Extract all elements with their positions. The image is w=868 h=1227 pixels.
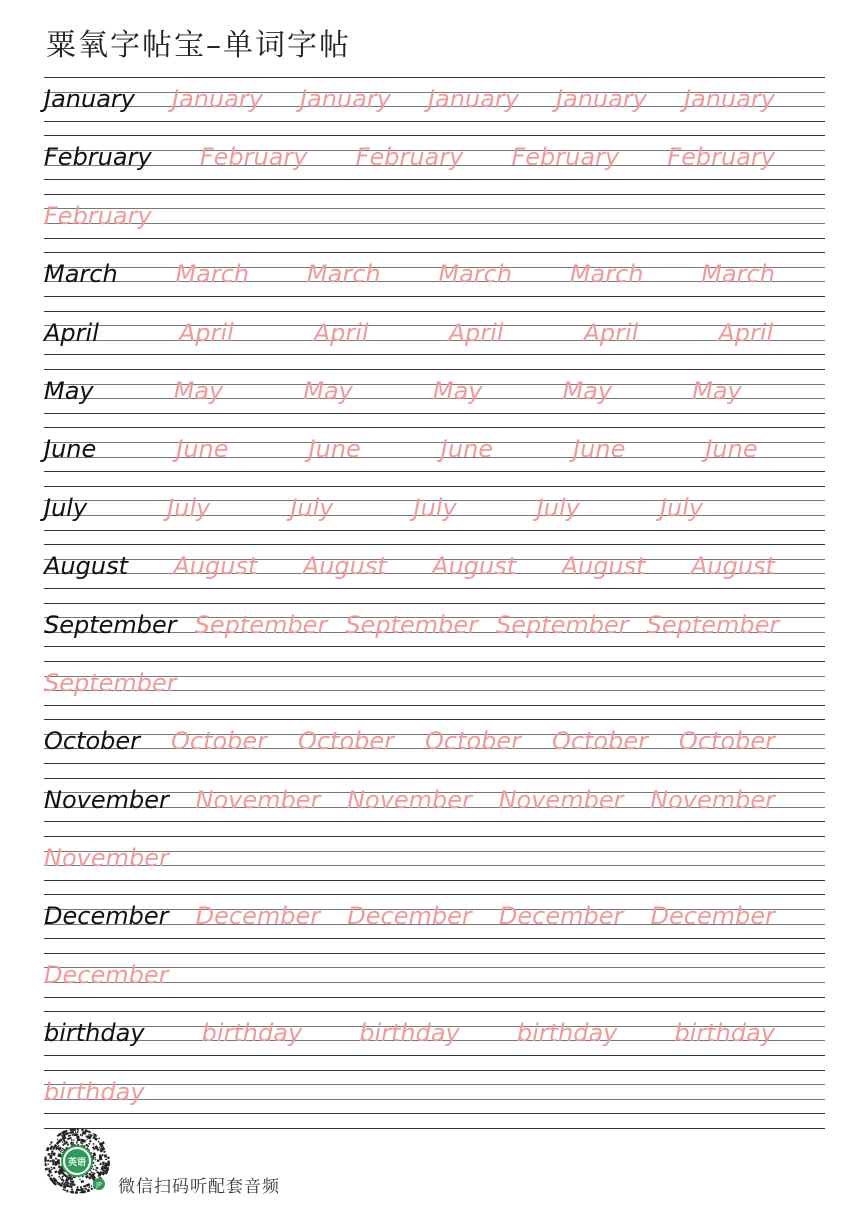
- ruling-line: [44, 763, 825, 764]
- trace-word: September: [345, 610, 478, 639]
- model-word: June: [44, 435, 97, 464]
- qr-dot: [107, 1157, 109, 1159]
- trace-word: November: [498, 785, 624, 814]
- practice-row: [44, 603, 825, 661]
- trace-word: July: [290, 493, 334, 522]
- qr-dot: [81, 1134, 83, 1137]
- qr-dot: [58, 1165, 61, 1168]
- qr-dot: [50, 1141, 53, 1144]
- trace-word: April: [313, 318, 369, 347]
- trace-word: August: [561, 552, 646, 581]
- ruling-line: [44, 1055, 825, 1056]
- ruling-line: [44, 938, 825, 939]
- trace-word: August: [173, 552, 258, 581]
- ruling-line: [44, 486, 825, 487]
- trace-word: December: [44, 960, 169, 989]
- trace-word: February: [667, 143, 775, 172]
- qr-dot: [76, 1189, 78, 1192]
- ruling-line: [44, 427, 825, 428]
- model-word: May: [44, 376, 94, 405]
- model-word: September: [44, 610, 177, 639]
- qr-dot: [73, 1139, 74, 1141]
- row-words: [44, 841, 825, 875]
- model-word: February: [44, 143, 152, 172]
- qr-dot: [104, 1154, 107, 1157]
- qr-dot: [86, 1189, 90, 1193]
- qr-dot: [76, 1133, 79, 1135]
- qr-dot: [99, 1147, 101, 1149]
- trace-word: birthday: [516, 1019, 618, 1048]
- row-words: [44, 374, 825, 408]
- ruling-line: [44, 705, 825, 706]
- qr-dot: [54, 1161, 57, 1164]
- ruling-line: [44, 836, 825, 837]
- qr-dot: [71, 1128, 73, 1131]
- trace-word: May: [692, 376, 742, 405]
- row-words: [44, 491, 825, 525]
- qr-dot: [45, 1163, 47, 1164]
- trace-word: May: [432, 376, 483, 405]
- trace-word: April: [583, 318, 639, 347]
- qr-dot: [57, 1159, 60, 1162]
- trace-word: November: [44, 844, 169, 873]
- trace-word: January: [428, 85, 519, 113]
- trace-word: April: [718, 318, 774, 347]
- qr-dot: [88, 1143, 90, 1145]
- trace-word: December: [195, 902, 321, 931]
- qr-dot: [97, 1159, 99, 1161]
- qr-dot: [82, 1142, 84, 1144]
- qr-dot: [62, 1141, 64, 1143]
- qr-dot: [70, 1142, 73, 1145]
- row-words: [44, 82, 825, 116]
- practice-row: [44, 778, 825, 836]
- qr-dot: [77, 1131, 79, 1133]
- trace-word: April: [448, 318, 504, 347]
- qr-dot: [72, 1134, 73, 1136]
- trace-word: November: [650, 785, 775, 814]
- qr-dot: [49, 1144, 51, 1146]
- row-words: [44, 432, 825, 466]
- ruling-line: [44, 603, 825, 604]
- trace-word: September: [44, 668, 177, 697]
- practice-row: [44, 894, 825, 952]
- trace-word: August: [302, 552, 387, 581]
- ruling-line: [44, 646, 825, 647]
- wechat-qr-code-icon[interactable]: [42, 1126, 112, 1196]
- trace-word: March: [438, 260, 513, 289]
- ruling-line: [44, 588, 825, 589]
- practice-row: [44, 836, 825, 894]
- qr-dot: [93, 1143, 95, 1145]
- trace-word: March: [569, 260, 644, 289]
- qr-dot: [91, 1171, 93, 1173]
- ruling-line: [44, 719, 825, 720]
- qr-dot: [62, 1188, 64, 1190]
- qr-dot: [80, 1186, 82, 1188]
- qr-dot: [100, 1163, 102, 1166]
- trace-word: February: [511, 143, 620, 172]
- practice-row: [44, 953, 825, 1011]
- trace-word: August: [432, 552, 517, 581]
- ruling-line: [44, 953, 825, 954]
- practice-row: [44, 311, 825, 369]
- ruling-line: [44, 530, 825, 531]
- qr-dot: [45, 1164, 47, 1167]
- qr-dot: [99, 1156, 102, 1160]
- trace-word: July: [659, 493, 704, 522]
- trace-word: July: [167, 493, 211, 522]
- qr-dot: [62, 1148, 65, 1151]
- trace-word: January: [300, 85, 391, 113]
- qr-dot: [77, 1186, 79, 1188]
- qr-dot: [67, 1143, 70, 1146]
- qr-dot: [103, 1151, 106, 1153]
- ruling-line: [44, 77, 825, 78]
- qr-dot: [51, 1174, 53, 1176]
- model-word: October: [44, 727, 141, 756]
- trace-word: October: [424, 727, 521, 756]
- qr-dot: [79, 1189, 81, 1191]
- qr-dot: [47, 1153, 50, 1156]
- qr-dot: [50, 1160, 52, 1162]
- trace-word: October: [678, 727, 775, 756]
- qr-dot: [102, 1164, 104, 1165]
- trace-word: August: [690, 552, 775, 581]
- qr-dot: [58, 1176, 60, 1178]
- trace-word: September: [194, 610, 328, 639]
- practice-row: [44, 1011, 825, 1069]
- trace-word: December: [498, 902, 624, 931]
- qr-dot: [59, 1177, 61, 1179]
- qr-dot: [68, 1135, 71, 1137]
- ruling-line: [44, 252, 825, 253]
- qr-dot: [80, 1134, 81, 1136]
- model-word: April: [44, 318, 99, 347]
- qr-dot: [61, 1175, 64, 1178]
- footer: [42, 1126, 442, 1200]
- qr-dot: [60, 1151, 62, 1153]
- practice-sheet: [44, 77, 825, 1129]
- qr-dot: [73, 1128, 76, 1131]
- ruling-line: [44, 1113, 825, 1114]
- qr-dot: [95, 1167, 98, 1170]
- trace-word: June: [308, 435, 361, 464]
- row-words: [44, 1075, 825, 1109]
- row-words: [44, 1016, 825, 1050]
- trace-word: June: [440, 435, 494, 464]
- qr-dot: [47, 1163, 49, 1165]
- ruling-line: [44, 296, 825, 297]
- trace-word: November: [195, 785, 321, 814]
- model-word: December: [44, 902, 169, 931]
- trace-word: March: [701, 260, 775, 289]
- qr-dot: [50, 1167, 52, 1168]
- qr-dot: [102, 1161, 105, 1163]
- qr-dot: [55, 1158, 57, 1160]
- qr-dot: [92, 1133, 94, 1135]
- trace-word: July: [413, 493, 457, 522]
- practice-row: [44, 486, 825, 544]
- practice-row: [44, 544, 825, 602]
- qr-dot: [86, 1139, 87, 1141]
- trace-word: September: [495, 610, 629, 639]
- qr-dot: [81, 1129, 84, 1131]
- row-words: [44, 608, 825, 642]
- qr-dot: [95, 1169, 97, 1171]
- page-title: 粟氧字帖宝–单词字帖: [46, 28, 351, 63]
- ruling-line: [44, 471, 825, 472]
- model-word: March: [44, 260, 118, 289]
- qr-dot: [90, 1188, 93, 1191]
- ruling-line: [44, 894, 825, 895]
- ruling-line: [44, 238, 825, 239]
- qr-dot: [77, 1128, 79, 1131]
- qr-dot: [71, 1139, 73, 1141]
- qr-dot: [52, 1159, 55, 1161]
- qr-dot: [91, 1185, 93, 1187]
- qr-dot: [45, 1167, 48, 1170]
- qr-dot: [89, 1140, 92, 1143]
- trace-word: birthday: [359, 1019, 460, 1048]
- qr-dot: [54, 1170, 57, 1173]
- trace-word: March: [306, 260, 381, 289]
- ruling-line: [44, 880, 825, 881]
- trace-word: March: [175, 260, 250, 289]
- qr-dot: [57, 1139, 59, 1141]
- practice-row: [44, 77, 825, 135]
- trace-word: September: [646, 610, 780, 639]
- qr-dot: [80, 1142, 82, 1144]
- trace-word: October: [170, 727, 268, 756]
- trace-word: May: [562, 376, 613, 405]
- ruling-line: [44, 544, 825, 545]
- trace-word: June: [573, 435, 626, 464]
- qr-dot: [98, 1141, 100, 1143]
- qr-dot: [76, 1136, 79, 1139]
- qr-dot: [47, 1160, 50, 1162]
- qr-corner-text: JP: [96, 1181, 102, 1189]
- qr-dot: [94, 1165, 96, 1167]
- practice-row: [44, 661, 825, 719]
- trace-word: July: [536, 493, 580, 522]
- qr-dot: [105, 1159, 107, 1160]
- trace-word: birthday: [44, 1077, 145, 1106]
- qr-dot: [93, 1168, 95, 1170]
- trace-word: February: [355, 143, 464, 172]
- qr-dot: [83, 1185, 86, 1188]
- model-word: July: [44, 493, 88, 522]
- qr-dot: [72, 1142, 74, 1144]
- trace-word: February: [199, 143, 308, 172]
- ruling-line: [44, 135, 825, 136]
- trace-word: June: [705, 435, 758, 464]
- qr-dot: [80, 1192, 82, 1194]
- qr-dot: [79, 1179, 80, 1181]
- practice-row: [44, 427, 825, 485]
- ruling-line: [44, 997, 825, 998]
- model-word: birthday: [44, 1019, 145, 1048]
- qr-dot: [94, 1157, 96, 1158]
- trace-word: birthday: [674, 1019, 775, 1048]
- qr-dot: [102, 1154, 104, 1156]
- qr-dot: [88, 1186, 90, 1188]
- qr-badge-text: 英语: [67, 1158, 87, 1168]
- trace-word: February: [44, 201, 152, 230]
- practice-row: [44, 719, 825, 777]
- ruling-line: [44, 194, 825, 195]
- ruling-line: [44, 413, 825, 414]
- model-word: November: [44, 785, 169, 814]
- ruling-line: [44, 1070, 825, 1071]
- qr-dot: [98, 1137, 100, 1139]
- trace-word: May: [173, 376, 224, 405]
- trace-word: birthday: [201, 1019, 303, 1048]
- trace-word: April: [178, 318, 234, 347]
- ruling-line: [44, 661, 825, 662]
- qr-dot: [49, 1155, 52, 1159]
- qr-dot: [81, 1191, 84, 1194]
- qr-dot: [52, 1163, 54, 1166]
- qr-dot: [51, 1151, 54, 1153]
- row-words: [44, 140, 825, 174]
- practice-row: [44, 194, 825, 252]
- trace-word: November: [347, 785, 472, 814]
- qr-dot: [44, 1156, 46, 1158]
- qr-dot: [75, 1191, 78, 1193]
- qr-dot: [75, 1131, 76, 1133]
- trace-word: May: [303, 376, 353, 405]
- trace-word: January: [556, 85, 647, 113]
- trace-word: October: [297, 727, 395, 756]
- row-words: [44, 666, 825, 700]
- qr-dot: [58, 1145, 60, 1147]
- ruling-line: [44, 821, 825, 822]
- ruling-line: [44, 311, 825, 312]
- qr-caption: 微信扫码听配套音频: [118, 1177, 280, 1197]
- row-words: [44, 257, 825, 291]
- qr-dot: [71, 1189, 73, 1191]
- practice-row: [44, 135, 825, 193]
- qr-dot: [51, 1168, 53, 1170]
- qr-dot: [107, 1162, 110, 1166]
- qr-dot: [66, 1190, 69, 1193]
- ruling-line: [44, 121, 825, 122]
- row-words: [44, 199, 825, 233]
- row-words: [44, 899, 825, 933]
- model-word: August: [44, 552, 128, 581]
- qr-dot: [53, 1167, 56, 1170]
- row-words: [44, 783, 825, 817]
- trace-word: June: [176, 435, 229, 464]
- row-words: [44, 316, 825, 350]
- qr-dot: [76, 1141, 78, 1143]
- qr-dot: [80, 1180, 84, 1183]
- qr-dot: [95, 1159, 97, 1160]
- row-words: [44, 724, 825, 758]
- ruling-line: [44, 369, 825, 370]
- trace-word: January: [172, 85, 263, 113]
- row-words: [44, 958, 825, 992]
- trace-word: December: [347, 902, 472, 931]
- trace-word: October: [551, 727, 648, 756]
- qr-dot: [64, 1189, 66, 1191]
- practice-row: [44, 1070, 825, 1128]
- qr-dot: [50, 1153, 53, 1155]
- ruling-line: [44, 354, 825, 355]
- row-words: [44, 549, 825, 583]
- ruling-line: [44, 179, 825, 180]
- qr-dot: [44, 1160, 46, 1163]
- practice-row: [44, 369, 825, 427]
- ruling-line: [44, 1011, 825, 1012]
- qr-dot: [52, 1149, 54, 1151]
- qr-dot: [61, 1149, 63, 1151]
- model-word: January: [44, 85, 135, 113]
- qr-dot: [84, 1187, 87, 1189]
- practice-row: [44, 252, 825, 310]
- ruling-line: [44, 778, 825, 779]
- trace-word: January: [684, 85, 775, 113]
- qr-dot: [88, 1134, 90, 1136]
- trace-word: December: [650, 902, 775, 931]
